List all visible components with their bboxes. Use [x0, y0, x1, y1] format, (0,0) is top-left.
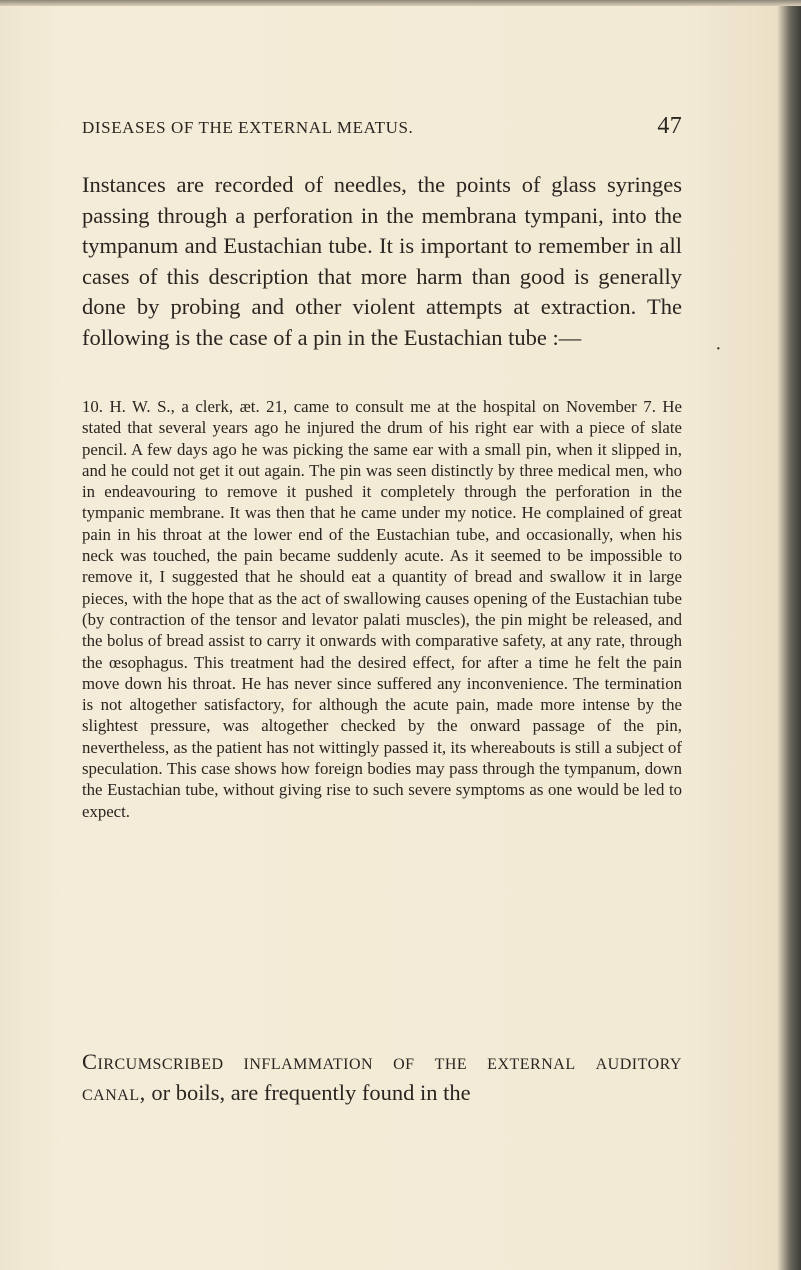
intro-paragraph	[82, 170, 682, 353]
margin-dot: ·	[715, 338, 722, 360]
section-rest: or boils, are frequently found in the	[145, 1079, 471, 1105]
case-text: 10. H. W. S., a clerk, æt. 21, came to consult me at the hospital on November 7. He stated that several years ago he injured the drum of his right ear with a piece of slate pencil. A few days ago he was picking the same ear with a small pin, when it slipped in, and he could not get it out again. The pin was seen distinctly by three medical men, who in endeavouring to remove it pushed it completely through the perforation in the tympanic membrane. It was then that he came under my notice. He complained of great pain in his throat at the lower end of the Eustachian tube, and occasionally, when his neck was touched, the pain became suddenly acute. As it seemed to be impossible to remove it, I suggested that he should eat a quantity of bread and swallow it in large pieces, with the hope that as the act of swallowing causes opening of the Eustachian tube (by contraction of the tensor and levator palati muscles), the pin might be released, and the bolus of bread assist to carry it onwards with comparative safety, at any rate, through the œsophagus. This treatment had the desired effect, for after a time he felt the pain move down his throat. He has never since suffered any inconvenience. The termination is not altogether satisfactory, for although the acute pain, made more intense by the slightest pressure, was altogether checked by the onward passage of the pin, nevertheless, as the patient has not wittingly passed it, its whereabouts is still a subject of speculation. This case shows how foreign bodies may pass through the tympanum, down the Eustachian tube, without giving rise to such severe symptoms as one would be led to expect.	[82, 397, 682, 821]
page-top-edge	[0, 0, 801, 6]
case-report	[82, 396, 682, 822]
section-lead: Circumscribed inflammation of the external auditory canal,	[82, 1049, 682, 1105]
page-header	[82, 113, 682, 142]
intro-text: Instances are recorded of needles, the points of glass syringes passing through a perforation in the membrana tympani, into the tympanum and Eustachian tube. It is important to remember in all cases of this description that more harm than good is generally done by probing and other violent attempts at extraction. The following is the case of a pin in the Eustachian tube :—	[82, 172, 682, 350]
page-number: 47	[657, 113, 682, 139]
section-text	[82, 1047, 682, 1108]
section-paragraph	[82, 1047, 682, 1108]
running-title: DISEASES OF THE EXTERNAL MEATUS.	[82, 118, 414, 137]
